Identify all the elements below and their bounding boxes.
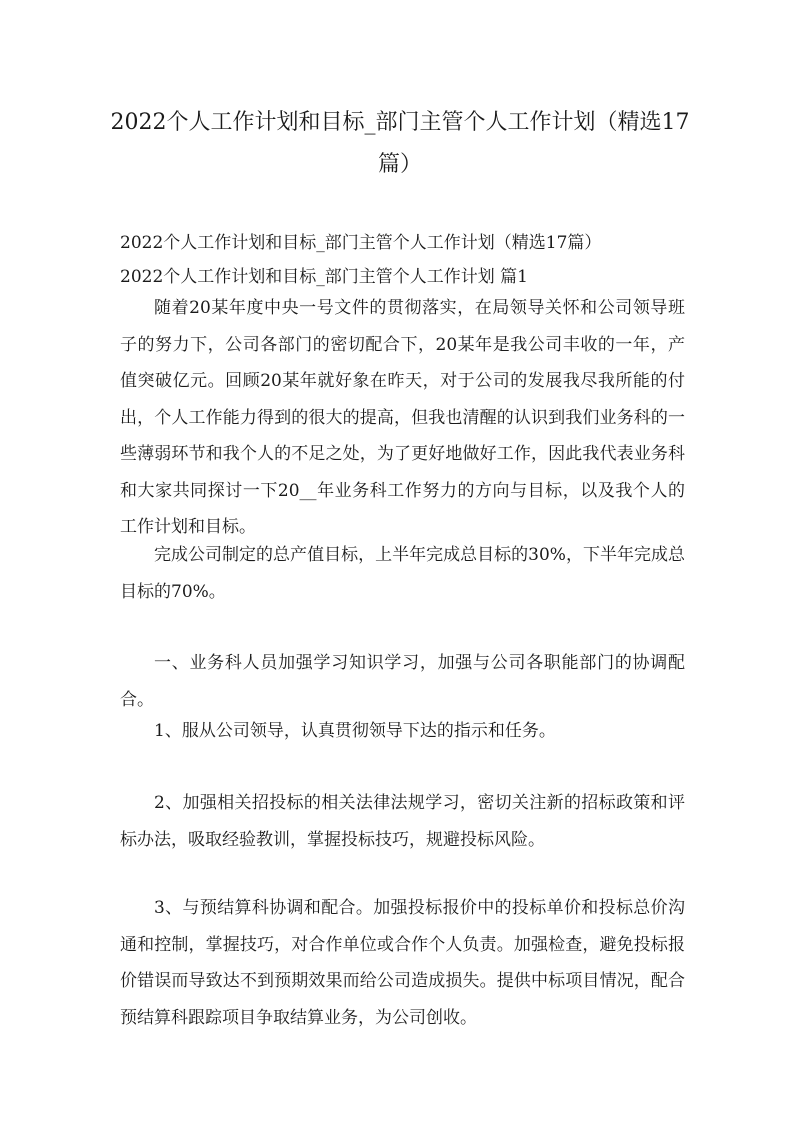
paragraph-item-3: 3、与预结算科协调和配合。加强投标报价中的投标单价和投标总价沟通和控制，掌握技巧，对合作单位或合作个人负责。加强检查，避免投标报价错误而导致达不到预期效果而给公司造成损失。提供中标项目情况，配合预结算科跟踪项目争取结算业务，为公司创收。	[120, 898, 685, 1028]
document-title: 2022个人工作计划和目标_部门主管个人工作计划（精选17篇）	[110, 110, 690, 177]
section-heading: 2022个人工作计划和目标_部门主管个人工作计划 篇1	[120, 267, 528, 287]
paragraph-intro: 随着20某年度中央一号文件的贯彻落实，在局领导关怀和公司领导班子的努力下，公司各部门的密切配合下，20某年是我公司丰收的一年，产值突破亿元。回顾20某年就好象在昨天，对于公司的发展我尽我所能的付出，个人工作能力得到的很大的提高，但我也清醒的认识到我们业务科的一些薄弱环节和我个人的不足之处，为了更好地做好工作，因此我代表业务科和大家共同探讨一下20__年业务科工作努力的方向与目标，以及我个人的工作计划和目标。	[120, 298, 685, 537]
paragraph-point-1-heading: 一、业务科人员加强学习知识学习，加强与公司各职能部门的协调配合。	[120, 653, 685, 710]
document-subtitle: 2022个人工作计划和目标_部门主管个人工作计划（精选17篇）	[120, 233, 602, 253]
paragraph-target: 完成公司制定的总产值目标，上半年完成总目标的30%，下半年完成总目标的70%。	[120, 545, 685, 602]
paragraph-item-1: 1、服从公司领导，认真贯彻领导下达的指示和任务。	[154, 721, 556, 741]
paragraph-item-2: 2、加强相关招投标的相关法律法规学习，密切关注新的招标政策和评标办法，吸取经验教训，掌握投标技巧，规避投标风险。	[120, 793, 685, 850]
